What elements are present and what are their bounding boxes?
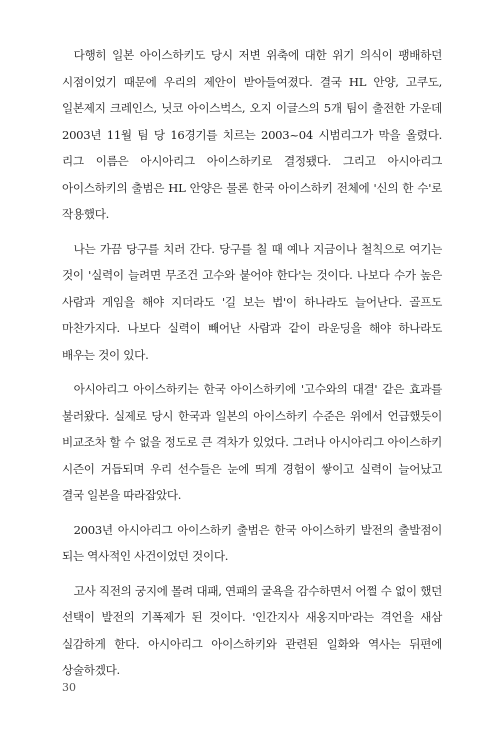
paragraph: 아시아리그 아이스하키는 한국 아이스하키에 '고수와의 대결' 같은 효과를 불러왔다. 실제로 당시 한국과 일본의 아이스하키 수준은 위에서 언급했듯이 비교조차 할 수 없을 정도로 큰 격차가 있었다. 그러나 아시아리그 아이스하키 시즌이 거듭되며 우리 선수들은 눈에 띄게 경험이 쌓이고 실력이 늘어났고 결국 일본을 따라잡았다. [62, 382, 442, 502]
paragraph: 고사 직전의 궁지에 몰려 대패, 연패의 굴욕을 감수하면서 어쩔 수 없이 했던 선택이 발전의 기폭제가 된 것이다. '인간지사 새옹지마'라는 격언을 새삼 실감하게 한다. 아시아리그 아이스하키와 관련된 일화와 역사는 뒤편에 상술하겠다. [62, 583, 442, 677]
page-number: 30 [62, 681, 76, 694]
paragraph: 다행히 일본 아이스하키도 당시 저변 위축에 대한 위기 의식이 팽배하던 시점이었기 때문에 우리의 제안이 받아들여졌다. 결국 HL 안양, 고쿠도, 일본제지 크레인스, 닛코 아이스벅스, 오지 이글스의 5개 팀이 출전한 가운데 2003년 11월 팀 당 16경기를 치르는 2003~04 시범리그가 막을 올렸다. 리그 이름은 아시아리그 아이스하키로 결정됐다. 그리고 아시아리그 아이스하키의 출범은 HL 안양은 물론 한국 아이스하키 전체에 '신의 한 수'로 작용했다. [62, 48, 442, 221]
paragraph: 2003년 아시아리그 아이스하키 출범은 한국 아이스하키 발전의 출발점이 되는 역사적인 사건이었던 것이다. [62, 522, 442, 563]
body-text [62, 42, 442, 692]
paragraph: 나는 가끔 당구를 치러 간다. 당구를 칠 때 예나 지금이나 철칙으로 여기는 것이 '실력이 늘려면 무조건 고수와 붙어야 한다'는 것이다. 나보다 수가 높은 사람과 게임을 해야 지더라도 '길 보는 법'이 하나라도 늘어난다. 골프도 마찬가지다. 나보다 실력이 빼어난 사람과 같이 라운딩을 해야 하나라도 배우는 것이 있다. [62, 241, 442, 362]
